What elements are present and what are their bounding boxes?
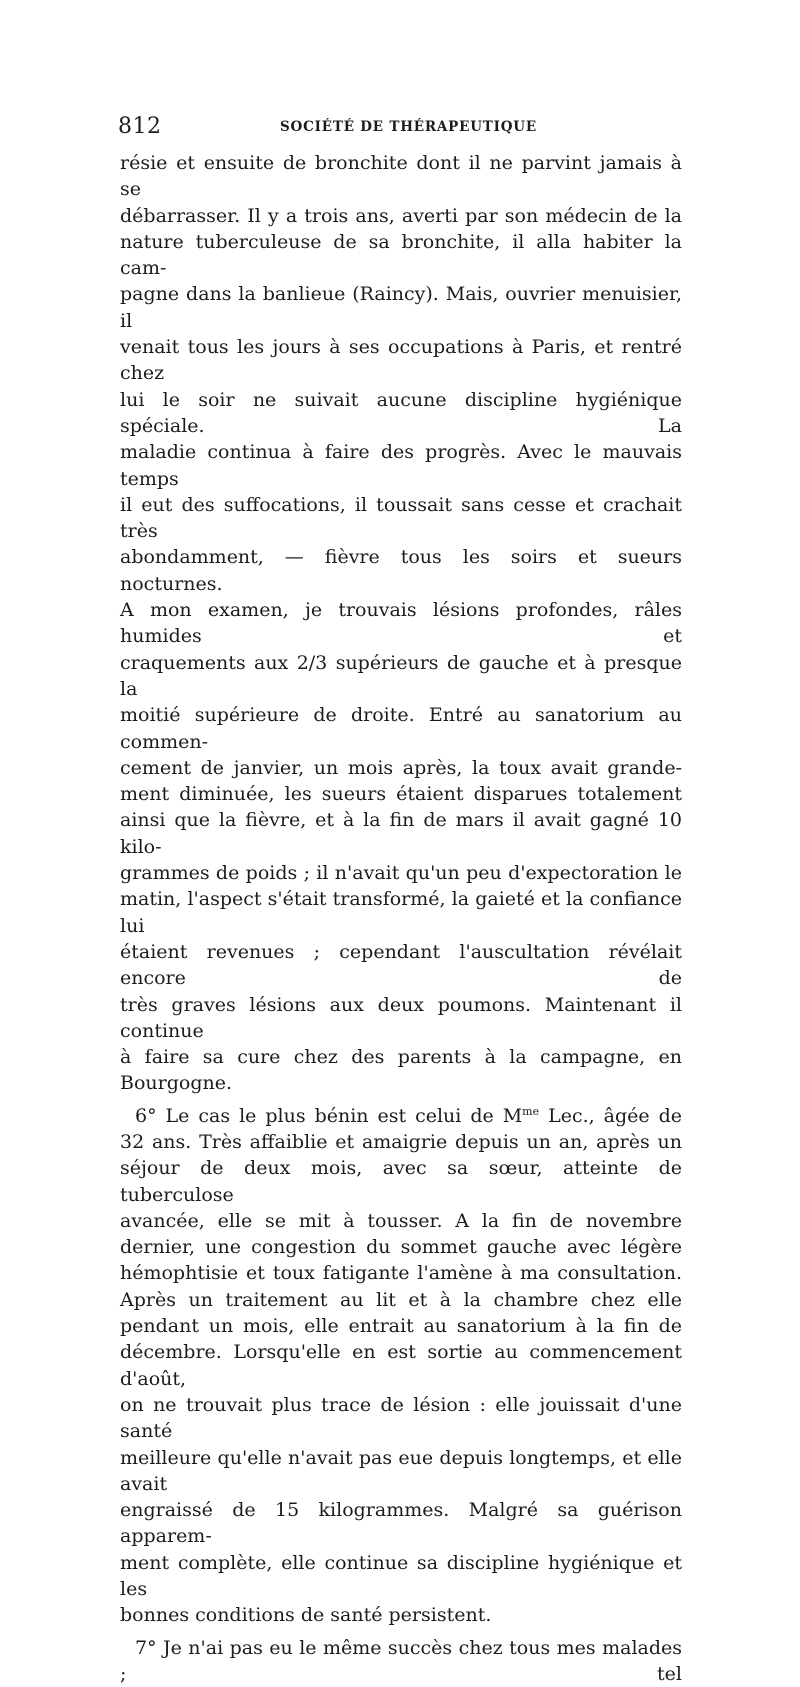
text-line: séjour de deux mois, avec sa sœur, atteinte de tuberculose bbox=[120, 1157, 682, 1206]
text-line: étaient revenues ; cependant l'auscultation révélait encore de bbox=[120, 940, 682, 990]
text-line: 7° Je n'ai pas eu le même succès chez tous mes malades ; tel bbox=[120, 1636, 682, 1685]
text-line: lui le soir ne suivait aucune discipline hygiénique spéciale. La bbox=[120, 388, 682, 437]
text-line: débarrasser. Il y a trois ans, averti par son médecin de la bbox=[120, 204, 682, 227]
text-line bbox=[120, 1103, 682, 1129]
text-line: on ne trouvait plus trace de lésion : elle jouissait d'une santé bbox=[120, 1393, 682, 1443]
text-line: cement de janvier, un mois après, la toux avait grande- bbox=[120, 756, 682, 779]
text-line: grammes de poids ; il n'avait qu'un peu d'expectoration le bbox=[120, 862, 682, 885]
paragraph-case-6 bbox=[120, 1103, 682, 1629]
text-line: abondamment, — fièvre tous les soirs et sueurs nocturnes. bbox=[120, 546, 682, 595]
text-line: pagne dans la banlieue (Raincy). Mais, ouvrier menuisier, il bbox=[120, 283, 682, 332]
text-line: décembre. Lorsqu'elle en est sortie au commencement d'août, bbox=[120, 1341, 682, 1390]
text-line: matin, l'aspect s'était transformé, la gaieté et la confiance lui bbox=[120, 888, 682, 937]
text-line: il eut des suffocations, il toussait sans cesse et crachait très bbox=[120, 493, 682, 543]
text-line: ment diminuée, les sueurs étaient disparues totalement bbox=[120, 783, 682, 806]
superscript: me bbox=[522, 1104, 540, 1118]
text-run: 6° Le cas le plus bénin est celui de M bbox=[135, 1104, 523, 1127]
running-head bbox=[118, 114, 684, 144]
text-line: très graves lésions aux deux poumons. Maintenant il continue bbox=[120, 993, 682, 1042]
text-line: hémophtisie et toux fatigante l'amène à ma consultation. bbox=[120, 1262, 682, 1285]
text-line: venait tous les jours à ses occupations à Paris, et rentré chez bbox=[120, 336, 682, 385]
running-title: SOCIÉTÉ DE THÉRAPEUTIQUE bbox=[280, 119, 537, 135]
text-line: nature tuberculeuse de sa bronchite, il alla habiter la cam- bbox=[120, 230, 682, 280]
paragraph-case-7 bbox=[120, 1635, 682, 1687]
text-line: A mon examen, je trouvais lésions profondes, râles humides et bbox=[120, 599, 682, 648]
paragraph-case-5-continued bbox=[120, 150, 682, 1097]
page-number: 812 bbox=[118, 114, 162, 139]
body-text bbox=[120, 150, 682, 1687]
text-line: ment complète, elle continue sa discipline hygiénique et les bbox=[120, 1551, 682, 1601]
text-line: ainsi que la fièvre, et à la fin de mars il avait gagné 10 kilo- bbox=[120, 809, 682, 858]
text-line: engraissé de 15 kilogrammes. Malgré sa guérison apparem- bbox=[120, 1499, 682, 1548]
text-line: à faire sa cure chez des parents à la campagne, en Bourgogne. bbox=[120, 1046, 682, 1095]
text-line: maladie continua à faire des progrès. Avec le mauvais temps bbox=[120, 441, 682, 490]
text-line: résie et ensuite de bronchite dont il ne parvint jamais à se bbox=[120, 152, 682, 201]
text-line: 32 ans. Très affaiblie et amaigrie depuis un an, après un bbox=[120, 1130, 682, 1153]
text-line: Après un traitement au lit et à la chambre chez elle bbox=[120, 1288, 682, 1311]
text-run: Lec., âgée de bbox=[539, 1104, 682, 1127]
text-line: pendant un mois, elle entrait au sanatorium à la fin de bbox=[120, 1315, 682, 1338]
text-line: meilleure qu'elle n'avait pas eue depuis longtemps, et elle avait bbox=[120, 1446, 682, 1495]
text-line: craquements aux 2/3 supérieurs de gauche et à presque la bbox=[120, 651, 682, 700]
text-line: avancée, elle se mit à tousser. A la fin de novembre bbox=[120, 1209, 682, 1232]
text-line: dernier, une congestion du sommet gauche avec légère bbox=[120, 1236, 682, 1259]
text-line: moitié supérieure de droite. Entré au sanatorium au commen- bbox=[120, 704, 682, 753]
text-line: bonnes conditions de santé persistent. bbox=[120, 1604, 492, 1627]
